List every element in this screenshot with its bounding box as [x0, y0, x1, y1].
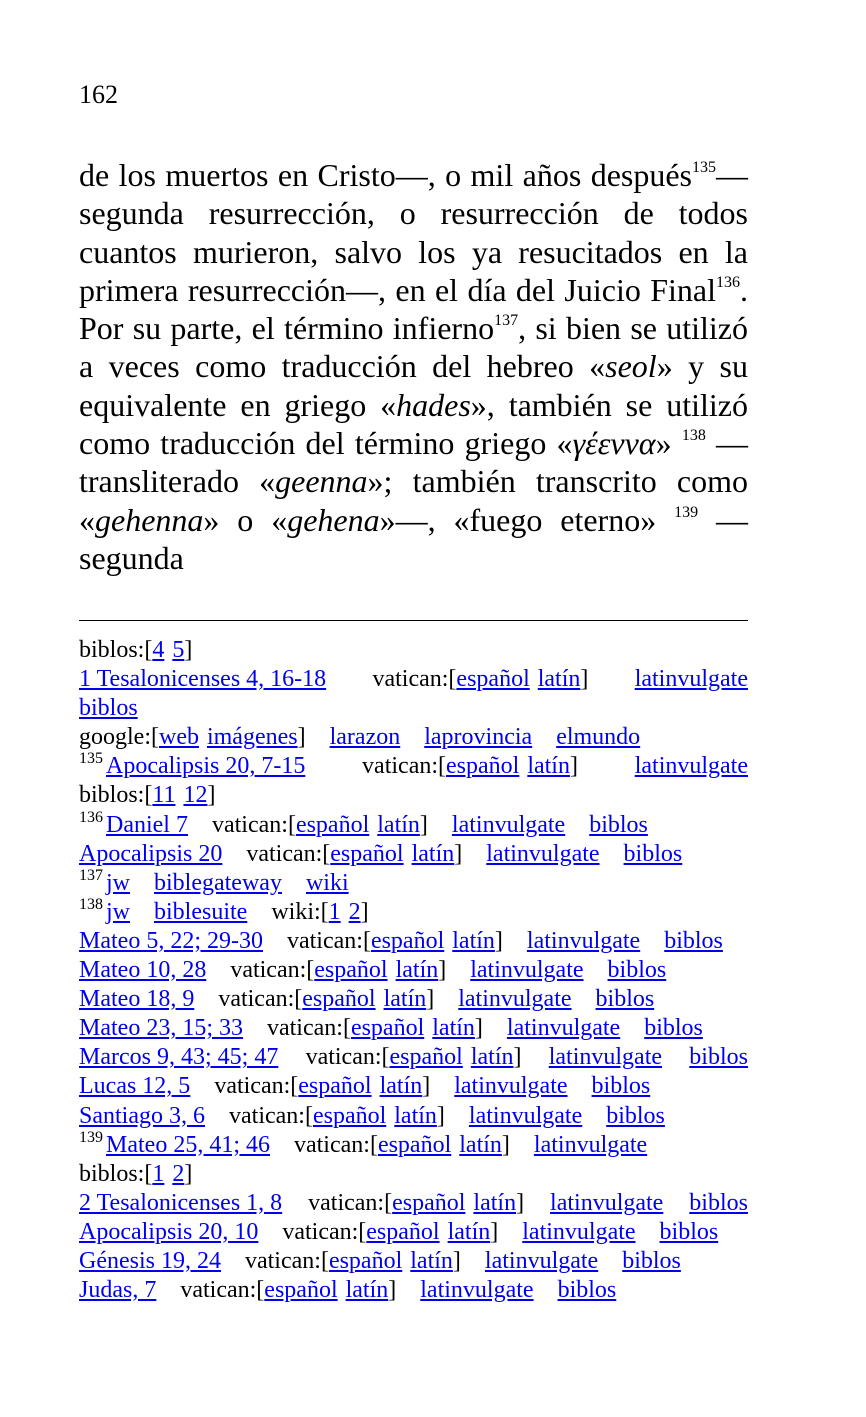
footnote-line — [79, 1189, 748, 1218]
vatican-latin-link[interactable]: latín — [394, 1102, 437, 1129]
ref-santiago-3[interactable]: Santiago 3, 6 — [79, 1102, 205, 1129]
footnote-line — [79, 840, 748, 869]
jw-link[interactable]: jw — [106, 898, 130, 925]
elmundo-link[interactable]: elmundo — [556, 724, 641, 751]
latinvulgate-link[interactable]: latinvulgate — [634, 753, 748, 780]
footnote-line — [79, 752, 748, 781]
footnote-number-135: 135 — [79, 752, 103, 768]
vatican-latin-link[interactable]: latín — [383, 986, 427, 1013]
vatican-espanol-link[interactable]: español — [330, 840, 404, 867]
ref-judas-7[interactable]: Judas, 7 — [79, 1277, 157, 1304]
laprovincia-link[interactable]: laprovincia — [424, 724, 533, 751]
ref-genesis-19[interactable]: Génesis 19, 24 — [79, 1247, 221, 1274]
footnote-ref-139: 139 — [674, 503, 699, 521]
vatican-espanol-link[interactable]: español — [456, 666, 530, 693]
larazon-link[interactable]: larazon — [329, 724, 401, 751]
ref-lucas-12[interactable]: Lucas 12, 5 — [79, 1073, 191, 1100]
vatican-group: vatican:[español latín] — [229, 1102, 445, 1129]
footnote-number-139: 139 — [79, 1130, 103, 1146]
vatican-latin-link[interactable]: latín — [537, 666, 581, 693]
footnote-line — [79, 636, 748, 665]
biblos-link-4[interactable]: 4 — [152, 637, 165, 663]
biblesuite-link[interactable]: biblesuite — [154, 898, 248, 925]
vatican-latin-link[interactable]: latín — [527, 753, 570, 780]
biblos-link-1[interactable]: 1 — [152, 1160, 165, 1187]
footnote-line — [79, 723, 748, 752]
ref-1-tesalonicenses-4[interactable]: 1 Tesalonicenses 4, 16-18 — [79, 666, 327, 693]
body-text: —segunda — [79, 501, 749, 576]
vatican-group: vatican:[español latín] — [246, 840, 463, 867]
google-web-link[interactable]: web — [158, 724, 199, 751]
footnote-ref-136: 136 — [716, 273, 740, 291]
body-text: » y su equivalente en griego « — [79, 348, 748, 423]
ref-mateo-25[interactable]: Mateo 25, 41; 46 — [106, 1131, 270, 1158]
latinvulgate-link[interactable]: latinvulgate — [458, 986, 572, 1013]
body-text: de los muertos en Cristo—, o mil años después — [79, 157, 692, 193]
ref-apocalipsis-20-7-15[interactable]: Apocalipsis 20, 7-15 — [106, 753, 306, 780]
latinvulgate-link[interactable]: latinvulgate — [634, 666, 748, 693]
biblos-group: biblos:[11 12] — [79, 782, 216, 809]
footnote-line — [79, 1160, 748, 1189]
ref-2-tesalonicenses-1[interactable]: 2 Tesalonicenses 1, 8 — [79, 1189, 283, 1216]
biblos-link[interactable]: biblos — [606, 1102, 665, 1129]
wiki-link-1[interactable]: 1 — [328, 898, 341, 925]
biblos-link-2[interactable]: 2 — [172, 1160, 185, 1187]
footnote-number-136: 136 — [79, 810, 103, 826]
vatican-group: vatican:[español latín] — [362, 753, 578, 780]
vatican-latin-link[interactable]: latín — [410, 1247, 453, 1274]
body-text: . Por su parte, el término infierno — [79, 271, 748, 347]
biblos-link[interactable]: biblos — [659, 1218, 719, 1245]
vatican-espanol-link[interactable]: español — [350, 1015, 425, 1042]
footnote-line — [79, 1102, 748, 1131]
vatican-espanol-link[interactable]: español — [389, 1044, 463, 1071]
vatican-latin-link[interactable]: latín — [411, 840, 455, 867]
latinvulgate-link[interactable]: latinvulgate — [486, 840, 600, 867]
vatican-group: vatican:[español latín] — [282, 1218, 499, 1245]
footnote-line — [79, 1072, 748, 1101]
footnote-line — [79, 956, 748, 985]
biblos-link[interactable]: biblos — [589, 811, 648, 838]
biblos-group: biblos:[4 5] — [79, 637, 193, 663]
vatican-group: vatican:[español latín] — [286, 927, 503, 954]
vatican-latin-link[interactable]: latín — [345, 1277, 389, 1304]
jw-link[interactable]: jw — [106, 869, 130, 896]
vatican-group: vatican:[español latín] — [180, 1277, 397, 1304]
footnote-divider — [79, 620, 748, 621]
vatican-group: vatican:[español latín] — [372, 666, 589, 693]
vatican-group: vatican:[español latín] — [244, 1247, 461, 1274]
footnote-number-138: 138 — [79, 897, 103, 913]
latinvulgate-link[interactable]: latinvulgate — [454, 1073, 568, 1100]
wiki-link[interactable]: wiki — [305, 869, 349, 896]
latinvulgate-link[interactable]: latinvulgate — [451, 811, 566, 838]
vatican-latin-link[interactable]: latín — [395, 957, 439, 984]
biblos-link[interactable]: biblos — [623, 840, 683, 867]
body-text: » — [655, 425, 682, 462]
vatican-group: vatican:[español latín] — [211, 811, 428, 838]
latinvulgate-link[interactable]: latinvulgate — [526, 927, 641, 954]
biblos-link[interactable]: biblos — [664, 927, 723, 954]
ref-apocalipsis-20[interactable]: Apocalipsis 20 — [79, 840, 223, 867]
vatican-latin-link[interactable]: latín — [447, 1218, 491, 1245]
biblos-link-11[interactable]: 11 — [152, 782, 176, 809]
wiki-group: wiki:[1 2] — [271, 898, 369, 925]
footnote-line — [79, 985, 748, 1014]
biblos-link[interactable]: biblos — [557, 1277, 617, 1304]
vatican-espanol-link[interactable]: español — [314, 957, 388, 984]
term-gehena: gehena — [287, 501, 380, 538]
latinvulgate-link[interactable]: latinvulgate — [548, 1044, 663, 1071]
vatican-latin-link[interactable]: latín — [470, 1044, 514, 1071]
biblos-link[interactable]: biblos — [595, 986, 655, 1013]
vatican-latin-link[interactable]: latín — [432, 1015, 475, 1042]
vatican-espanol-link[interactable]: español — [302, 986, 376, 1013]
vatican-latin-link[interactable]: latín — [459, 1131, 502, 1158]
body-text: », también se utilizó como traducción del término griego « — [79, 386, 749, 462]
page-number: 162 — [79, 80, 118, 109]
google-group: google:[web imágenes] — [79, 724, 306, 751]
footnote-line — [79, 1043, 748, 1072]
footnote-line — [79, 1247, 748, 1276]
footnote-ref-137: 137 — [494, 312, 519, 330]
ref-apocalipsis-20-10[interactable]: Apocalipsis 20, 10 — [79, 1218, 259, 1245]
body-text: » o « — [203, 501, 288, 538]
vatican-latin-link[interactable]: latín — [452, 927, 495, 954]
body-text: »—, «fuego eterno» — [379, 501, 675, 538]
ref-mateo-18[interactable]: Mateo 18, 9 — [79, 986, 195, 1013]
ref-marcos-9[interactable]: Marcos 9, 43; 45; 47 — [79, 1044, 279, 1071]
biblos-link[interactable]: biblos — [689, 1189, 748, 1216]
biblos-link[interactable]: biblos — [591, 1073, 651, 1100]
vatican-latin-link[interactable]: latín — [379, 1073, 423, 1100]
term-geenna-greek: γέεννα — [572, 425, 656, 462]
body-text: , si bien se utilizó a veces como traducción del hebreo « — [79, 310, 749, 385]
biblos-link[interactable]: biblos — [607, 957, 667, 984]
biblos-link-5[interactable]: 5 — [172, 637, 185, 663]
footnote-number-137: 137 — [79, 868, 103, 884]
biblos-link[interactable]: biblos — [689, 1044, 748, 1071]
footnote-line — [79, 1014, 748, 1043]
latinvulgate-link[interactable]: latinvulgate — [522, 1218, 636, 1245]
vatican-group: vatican:[español latín] — [305, 1044, 522, 1071]
term-gehenna: gehenna — [95, 501, 204, 538]
biblegateway-link[interactable]: biblegateway — [154, 869, 282, 896]
latinvulgate-link[interactable]: latinvulgate — [468, 1102, 583, 1129]
footnote-line — [79, 1218, 748, 1247]
biblos-link[interactable]: biblos — [622, 1247, 681, 1274]
footnote-line — [79, 694, 748, 723]
body-text: »; también transcrito como « — [79, 463, 748, 538]
wiki-link-2[interactable]: 2 — [348, 898, 361, 925]
vatican-espanol-link[interactable]: español — [295, 811, 370, 838]
footnote-line — [79, 898, 748, 927]
biblos-link-12[interactable]: 12 — [183, 782, 208, 809]
body-text: —segunda resurrección, o resurrección de todos cuantos murieron, salvo los ya resucitados en la primera resurrección—, en el día del Juicio Final — [79, 157, 748, 308]
vatican-espanol-link[interactable]: español — [264, 1277, 338, 1304]
vatican-group: vatican:[español latín] — [230, 957, 447, 984]
footnote-line — [79, 811, 748, 840]
footnote-ref-138: 138 — [681, 427, 706, 445]
vatican-espanol-link[interactable]: español — [392, 1189, 466, 1216]
vatican-espanol-link[interactable]: español — [312, 1102, 387, 1129]
latinvulgate-link[interactable]: latinvulgate — [484, 1247, 599, 1274]
term-geenna: geenna — [275, 463, 368, 500]
footnote-line — [79, 781, 748, 810]
google-images-link[interactable]: imágenes — [206, 724, 298, 751]
vatican-group: vatican:[español latín] — [218, 986, 435, 1013]
vatican-group: vatican:[español latín] — [308, 1189, 525, 1216]
vatican-espanol-link[interactable]: español — [298, 1073, 372, 1100]
term-hades: hades — [396, 386, 471, 423]
footnote-ref-135: 135 — [692, 159, 716, 176]
vatican-espanol-link[interactable]: español — [328, 1247, 403, 1274]
biblos-link[interactable]: biblos — [644, 1015, 703, 1042]
latinvulgate-link[interactable]: latinvulgate — [533, 1131, 648, 1158]
latinvulgate-link[interactable]: latinvulgate — [420, 1277, 534, 1304]
biblos-link[interactable]: biblos — [79, 695, 138, 722]
footnote-line — [79, 665, 748, 694]
biblos-group: biblos:[1 2] — [79, 1160, 193, 1187]
vatican-espanol-link[interactable]: español — [377, 1131, 452, 1158]
vatican-espanol-link[interactable]: español — [446, 753, 520, 780]
vatican-latin-link[interactable]: latín — [377, 811, 420, 838]
ref-mateo-23[interactable]: Mateo 23, 15; 33 — [79, 1015, 243, 1042]
footnotes — [79, 636, 748, 1305]
footnote-line — [79, 1276, 748, 1305]
latinvulgate-link[interactable]: latinvulgate — [506, 1015, 621, 1042]
vatican-espanol-link[interactable]: español — [370, 927, 445, 954]
vatican-group: vatican:[español latín] — [266, 1015, 483, 1042]
vatican-latin-link[interactable]: latín — [473, 1189, 517, 1216]
footnote-line — [79, 927, 748, 956]
body-text: —transliterado « — [79, 425, 749, 500]
term-seol: seol — [605, 348, 657, 385]
ref-daniel-7[interactable]: Daniel 7 — [106, 811, 188, 838]
latinvulgate-link[interactable]: latinvulgate — [470, 957, 584, 984]
latinvulgate-link[interactable]: latinvulgate — [550, 1189, 664, 1216]
vatican-group: vatican:[español latín] — [214, 1073, 431, 1100]
vatican-espanol-link[interactable]: español — [366, 1218, 440, 1245]
ref-mateo-10[interactable]: Mateo 10, 28 — [79, 957, 207, 984]
vatican-group: vatican:[español latín] — [293, 1131, 510, 1158]
ref-mateo-5[interactable]: Mateo 5, 22; 29-30 — [79, 927, 263, 954]
footnote-line — [79, 869, 748, 898]
body-paragraph — [79, 156, 748, 577]
footnote-line — [79, 1131, 748, 1160]
